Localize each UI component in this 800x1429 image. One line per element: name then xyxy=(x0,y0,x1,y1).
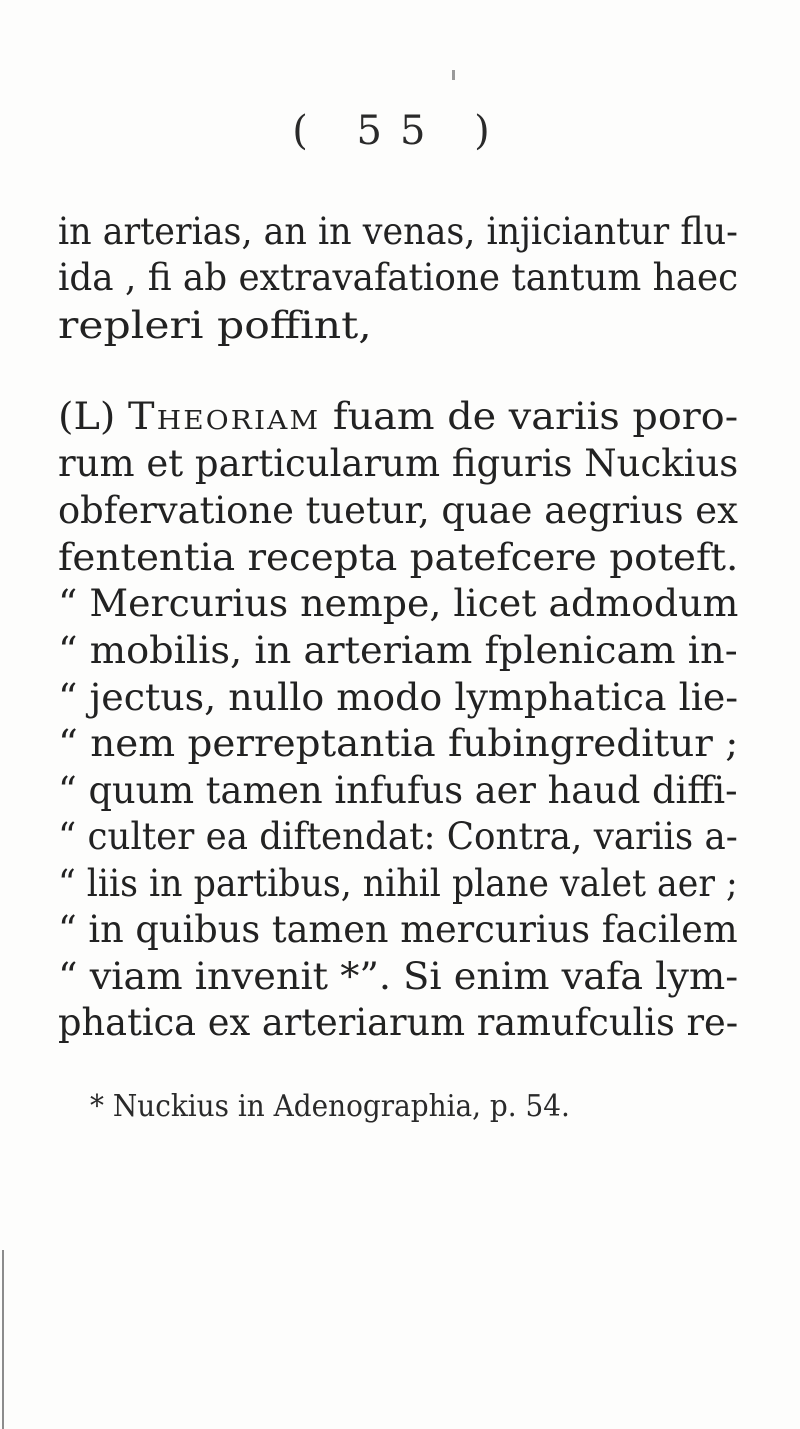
paragraph-marker: (L) xyxy=(58,395,129,438)
text-line: obfervatione tuetur, quae aegrius ex xyxy=(58,489,738,532)
text-line: “ viam invenit *”. Si enim vafa lym- xyxy=(58,955,739,998)
text-line: ida , fi ab extravafatione tantum haec xyxy=(58,256,739,299)
text-line: “ mobilis, in arteriam fplenicam in- xyxy=(58,629,738,672)
text-line: repleri poffint, xyxy=(58,304,372,347)
footnote: * Nuckius in Adenographia, p. 54. xyxy=(90,1089,570,1124)
text-line: “ liis in partibus, nihil plane valet aer ; xyxy=(58,862,738,905)
paragraph-lead-line xyxy=(58,395,739,438)
ink-mark xyxy=(452,70,455,80)
page-edge-line xyxy=(2,1250,4,1429)
text-line: “ quum tamen infufus aer haud diffi- xyxy=(58,769,738,812)
text-line: phatica ex arteriarum ramufculis re- xyxy=(58,1001,739,1044)
text-line: “ Mercurius nempe, licet admodum xyxy=(58,582,739,625)
page-number: ( 55 ) xyxy=(292,108,508,154)
lead-word: Theoriam xyxy=(128,395,321,438)
text-line: “ in quibus tamen mercurius facilem xyxy=(58,908,738,951)
text-line: “ culter ea diftendat: Contra, variis a- xyxy=(58,815,738,858)
lead-rest: fuam de variis poro- xyxy=(320,395,739,438)
text-line: “ jectus, nullo modo lymphatica lie- xyxy=(58,676,739,719)
text-line: “ nem perreptantia fubingreditur ; xyxy=(58,722,739,765)
text-line: rum et particularum figuris Nuckius xyxy=(58,442,739,485)
text-line: in arterias, an in venas, injiciantur flu- xyxy=(58,210,738,253)
text-line: fententia recepta patefcere poteft. xyxy=(58,536,739,579)
